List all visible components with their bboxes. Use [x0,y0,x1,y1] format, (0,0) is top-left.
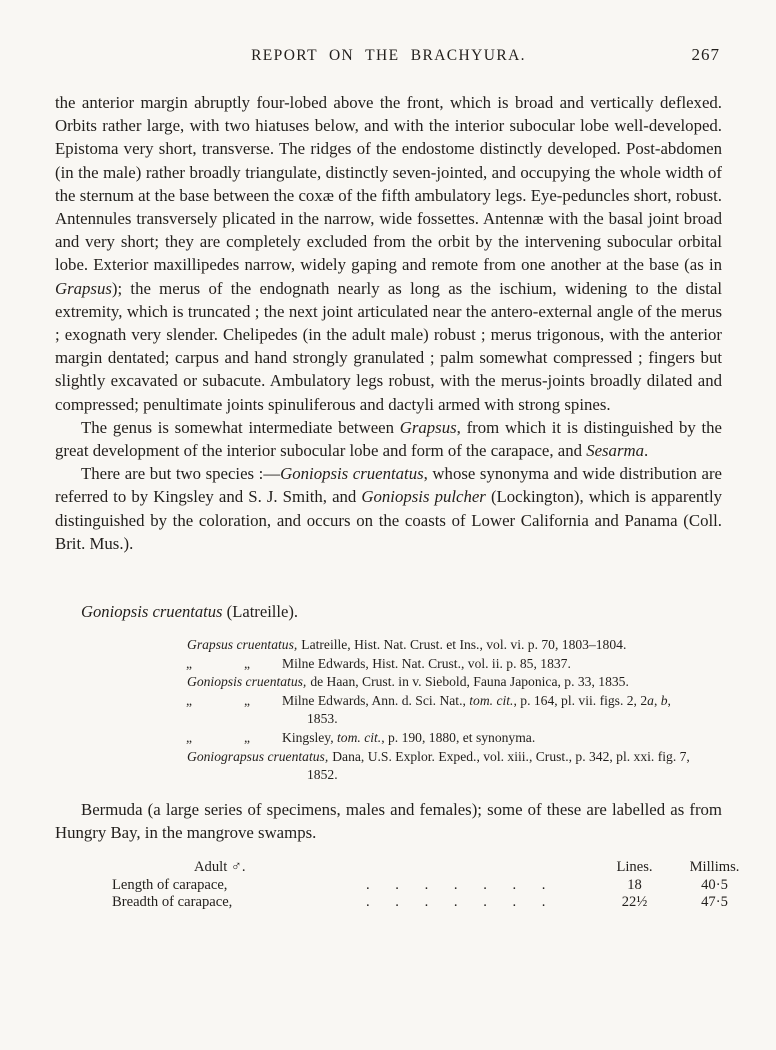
synonymy-list [55,636,722,785]
synonym-name: Goniograpsus cruentatus, [187,748,329,764]
synonymy-entry [187,636,722,655]
table-row [112,894,757,912]
text-run: , p. 164, pl. vii. figs. 2, 2 [513,692,648,708]
column-header-lines: Lines. [616,859,653,876]
synonym-reference [282,693,671,708]
synonymy-entry [160,692,722,711]
species-authority: (Latreille). [222,602,299,622]
ditto-mark: „ [243,692,251,708]
dot-leader: . . . . . . . [366,894,546,911]
synonym-name: Grapsus cruentatus, [187,637,298,653]
synonym-name: Goniopsis cruentatus, [187,674,307,690]
ditto-mark: „ [185,655,193,671]
value-millims: 40·5 [701,876,728,893]
text-run: There are but two species :— [81,464,281,484]
figure-letter-italic: b [660,692,668,708]
page-number: 267 [691,45,720,64]
text-run: Kingsley, [282,730,337,746]
synonym-reference: Dana, U.S. Explor. Exped., vol. xiii., Crust., p. 342, pl. xxi. fig. 7, [332,748,690,764]
text-run: , p. 190, 1880, et synonyma. [381,730,536,746]
ditto-mark: „ [243,730,251,746]
species-name: Goniopsis cruentatus [81,602,223,622]
synonymy-entry [160,655,722,674]
table-row [112,877,757,895]
ditto-mark: „ [243,655,251,671]
paragraph-genus-comparison [55,416,722,462]
paragraph-species-overview [55,462,722,555]
species-heading [81,601,722,623]
text-run: (Lockington), which is apparently distinguished by the coloration, and occurs on the coasts of Lower California and Panama (Coll. Brit. Mus.). [55,487,722,553]
genus-name-italic: Sesarma [586,441,644,461]
text-run: , from which it is distinguished by the great development of the interior subocular lobe and form of the carapace, and [55,417,723,461]
genus-name-italic: Grapsus [55,278,112,298]
value-lines: 18 [627,876,642,893]
value-lines: 22½ [621,894,648,911]
page-body [55,91,740,912]
synonym-reference: Milne Edwards, Hist. Nat. Crust., vol. ii. p. 85, 1837. [282,655,571,671]
synonym-reference [282,730,535,745]
running-title: REPORT ON THE BRACHYURA. [251,47,526,64]
cited-work-italic: tom. cit. [469,692,514,708]
ditto-mark: „ [185,692,193,708]
synonym-reference: Latreille, Hist. Nat. Crust. et Ins., vol. vi. p. 70, 1803–1804. [301,637,627,653]
text-run: The genus is somewhat intermediate between [81,417,400,437]
cited-work-italic: tom. cit. [337,730,382,746]
text-run: Milne Edwards, Ann. d. Sci. Nat., [282,692,470,708]
row-label: Length of carapace, [112,876,228,893]
paragraph-locality: Bermuda (a large series of specimens, males and females); some of these are labelled as from Hungry Bay, in the mangrove swamps. [55,799,722,843]
species-name-italic: Goniopsis cruentatus [280,464,424,484]
measurement-table [112,859,757,912]
value-millims: 47·5 [701,894,728,911]
synonymy-entry [160,729,722,748]
text-run: , [653,692,661,708]
text-run: the anterior margin abruptly four-lobed above the front, which is broad and vertically deflexed. Orbits rather large, with two hiatuses below, and with the interior subocular lobe well-developed. Epistoma very short, transverse. The ridges of the endostome distinctly developed. Post-abdomen (in the male) rather broadly triangulate, distinctly seven-jointed, and occupying the whole width of the sternum at the base between the coxæ of the fifth ambulatory legs. Eye-peduncles short, robust. Antennules transversely plicated in the narrow, wide fossettes. Antennæ with the basal joint broad and very short; they are completely excluded from the orbit by the intervening subocular orbital lobe. Exterior maxillipedes narrow, widely gaping and remote from one another at the base (as in [55,93,722,275]
text-run: , whose synonyma and wide distribution are referred to by Kingsley and S. J. Smith, and [55,464,723,507]
text-run: , [667,692,671,708]
synonymy-continuation-year: 1853. [307,711,338,727]
running-head [55,47,722,65]
column-header-millims: Millims. [689,859,740,876]
text-run: ); the merus of the endognath nearly as long as the ischium, widening to the distal extremity, which is truncated ; the next joint articulated near the antero-external angle of the merus ; exognath very slender. Chelipedes (in the adult male) robust ; merus trigonous, with the anterior margin dentated; carpus and hand strongly granulated ; palm somewhat compressed ; fingers but slightly excavated or subacute. Ambulatory legs robust, with the merus-joints broadly dilated and compressed; penultimate joints spinuliferous and dactyli armed with strong spines. [55,278,722,414]
text-run: . [644,441,649,461]
row-label: Breadth of carapace, [112,894,233,911]
paragraph-generic-description [55,91,722,416]
ditto-mark: „ [185,730,193,746]
synonymy-entry [187,748,722,767]
table-caption: Adult ♂. [194,859,246,876]
table-header-row [112,859,757,877]
dot-leader: . . . . . . . [366,876,546,893]
synonym-reference: de Haan, Crust. in v. Siebold, Fauna Japonica, p. 33, 1835. [310,674,629,690]
species-name-italic: Goniopsis pulcher [361,487,486,507]
figure-letter-italic: a [647,692,654,708]
genus-name-italic: Grapsus [399,417,457,437]
synonymy-entry [187,673,722,692]
synonymy-continuation-year: 1852. [307,767,338,783]
